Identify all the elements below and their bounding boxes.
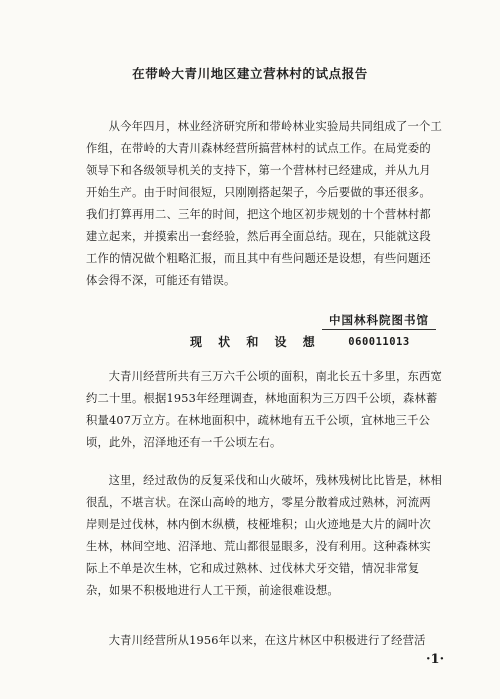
- page-number: ·1·: [426, 652, 445, 667]
- paragraph-forest-condition: 这里，经过敌伪的反复采伐和山火破坏，残林残树比比皆是，林相很乱，不堪言状。在深山高岭的地方，零星分散着成过熟林，河流两岸则是过伐林，林内倒木纵横，枝桠堆积；山火迹地是大片的阔叶次生林，林间空地、沼泽地、荒山都很显眼多，没有利用。这种森林实际上不单是次生林，它和成过熟林、过伐林犬牙交错，情况非常复杂，如果不积极地进行人工干预，前途很难设想。: [86, 474, 443, 597]
- document-title: 在带岭大青川地区建立营林村的试点报告: [132, 66, 368, 81]
- library-stamp: [322, 312, 436, 354]
- section-heading: 现 状 和 设 想: [190, 335, 321, 349]
- paragraph-area: 大青川经营所共有三万六千公顷的面积，南北长五十多里，东西宽约二十里。根据1953年经理调查，林地面积为三万四千公顷，森林蓄积量407万立方。在林地面积中，疏林地有五千公顷，宜林地三千公顷，此外，沼泽地还有一千公顷左右。: [86, 370, 443, 449]
- paragraph-management: 大青川经营所从1956年以来，在这片林区中积极进行了经营活: [108, 634, 426, 647]
- paragraph-intro: 从今年四月，林业经济研究所和带岭林业实验局共同组成了一个工作组，在带岭的大青川森林经营所搞营林村的试点工作。在局党委的领导下和各级领导机关的支持下，第一个营林村已经建成，并从九月开始生产。由于时间很短，只刚刚搭起架子，今后要做的事还很多。我们打算再用二、三年的时间，把这个地区初步规划的十个营林村都建立起来，并摸索出一套经验，然后再全面总结。现在，只能就这段工作的情况做个粗略汇报，而且其中有些问题还是设想，有些问题还体会得不深，可能还有错误。: [86, 120, 443, 287]
- library-stamp-number: 060011013: [348, 336, 410, 348]
- library-stamp-title: 中国林科院图书馆: [322, 312, 436, 330]
